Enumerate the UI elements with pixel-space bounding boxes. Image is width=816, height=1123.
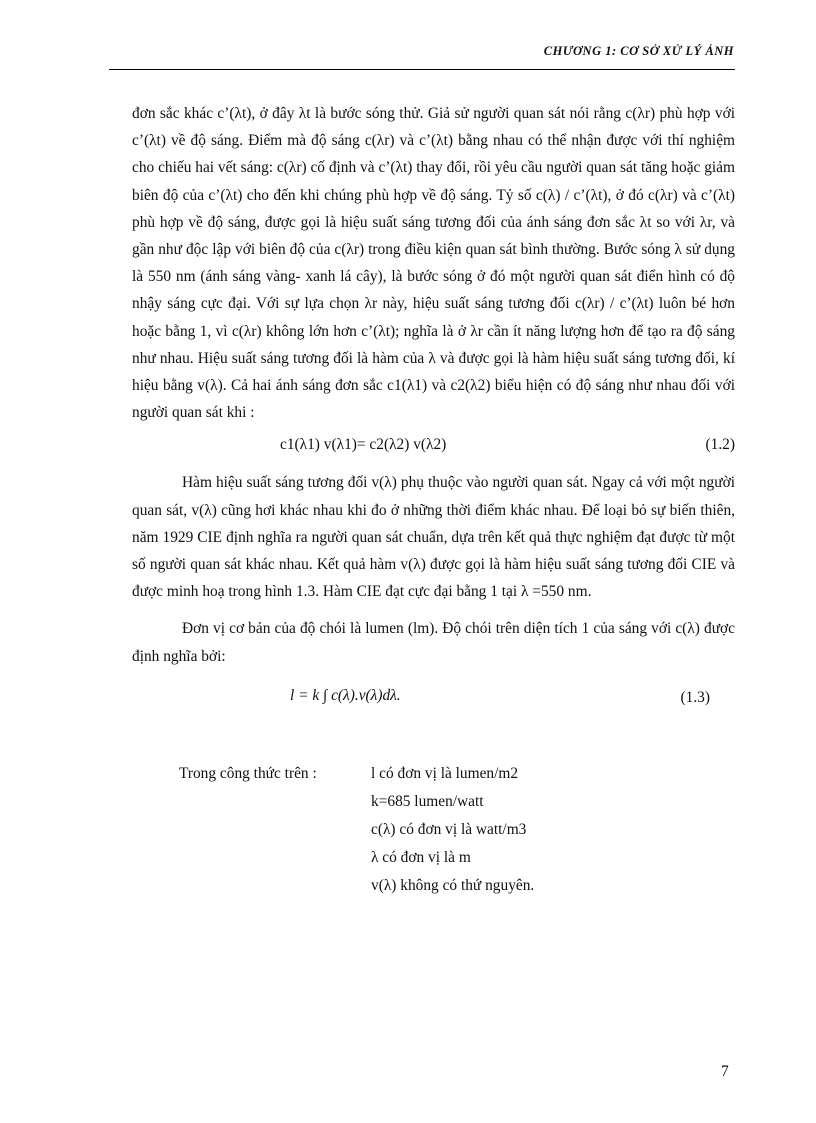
equation-1-3 xyxy=(132,672,735,732)
page-body xyxy=(132,100,735,910)
legend-item-l: l có đơn vị là lumen/m2 xyxy=(371,764,519,782)
paragraph-3: Đơn vị cơ bản của độ chói là lumen (lm). Độ chói trên diện tích 1 của sáng với c(λ) được định nghĩa bởi: xyxy=(132,620,735,665)
paragraph-2: Hàm hiệu suất sáng tương đối v(λ) phụ thuộc vào người quan sát. Ngay cả với một người quan sát, v(λ) cũng hơi khác nhau khi đo ở những thời điểm khác nhau. Để loại bỏ sự biến thiên, năm 1929 CIE định nghĩa ra người quan sát chuẩn, dựa trên kết quả thực nghiệm đạt được từ một số người quan sát khác nhau. Kết quả hàm v(λ) được gọi là hàm hiệu suất sáng tương đối CIE và được minh hoạ trong hình 1.3. Hàm CIE đạt cực đại bằng 1 tại λ =550 nm. xyxy=(132,474,735,601)
paragraph-1: đơn sắc khác c’(λt), ở đây λt là bước sóng thử. Giả sử người quan sát nói rằng c(λr) phù hợp với c’(λt) về độ sáng. Điểm mà độ sáng c(λr) và c’(λt) bằng nhau có thể nhận được với thí nghiệm cho chiếu hai vết sáng: c(λr) cố định và c’(λt) thay đổi, rồi yêu cầu người quan sát tăng hoặc giảm biên độ của c’(λt) cho đến khi chúng phù hợp về độ sáng. Tỷ số c(λ) / c’(λt), ở đó c(λr) và c’(λt) phù hợp về độ sáng, được gọi là hiệu suất sáng tương đối của ánh sáng đơn sắc λt so với λr, và gần như độc lập với biên độ của c(λr) trong điều kiện quan sát bình thường. Bước sóng λ sử dụng là 550 nm (ánh sáng vàng- xanh lá cây), là bước sóng ở đó một người quan sát điển hình có độ nhậy sáng cực đại. Với sự lựa chọn λr này, hiệu suất sáng tương đối c(λr) / c’(λt) luôn bé hơn hoặc bằng 1, vì c(λr) không lớn hơn c’(λt); nghĩa là ở λr cần ít năng lượng hơn để tạo ra độ sáng như nhau. Hiệu suất sáng tương đối là hàm của λ và được gọi là hàm hiệu suất sáng tương đối, kí hiệu bằng v(λ). Cả hai ánh sáng đơn sắc c1(λ1) và c2(λ2) biểu hiện có độ sáng như nhau đối với người quan sát khi : xyxy=(132,105,735,422)
equation-1-2-formula: c1(λ1) v(λ1)= c2(λ2) v(λ2) xyxy=(280,436,447,454)
equation-1-2 xyxy=(132,428,735,461)
legend-item-k: k=685 lumen/watt xyxy=(371,792,484,810)
page-number: 7 xyxy=(721,1063,729,1080)
header-rule xyxy=(109,69,735,70)
equation-1-3-number: (1.3) xyxy=(680,688,710,706)
legend-item-c: c(λ) có đơn vị là watt/m3 xyxy=(371,820,527,838)
equation-1-2-number: (1.2) xyxy=(705,436,735,454)
formula-legend xyxy=(132,760,735,910)
legend-label: Trong công thức trên : xyxy=(179,764,317,782)
legend-item-lambda: λ có đơn vị là m xyxy=(371,848,471,866)
equation-1-3-formula: l = k ∫ c(λ).v(λ)dλ. xyxy=(290,686,401,704)
legend-item-v: v(λ) không có thứ nguyên. xyxy=(371,876,535,894)
chapter-header: CHƯƠNG 1: CƠ SỞ XỬ LÝ ẢNH xyxy=(543,44,734,58)
